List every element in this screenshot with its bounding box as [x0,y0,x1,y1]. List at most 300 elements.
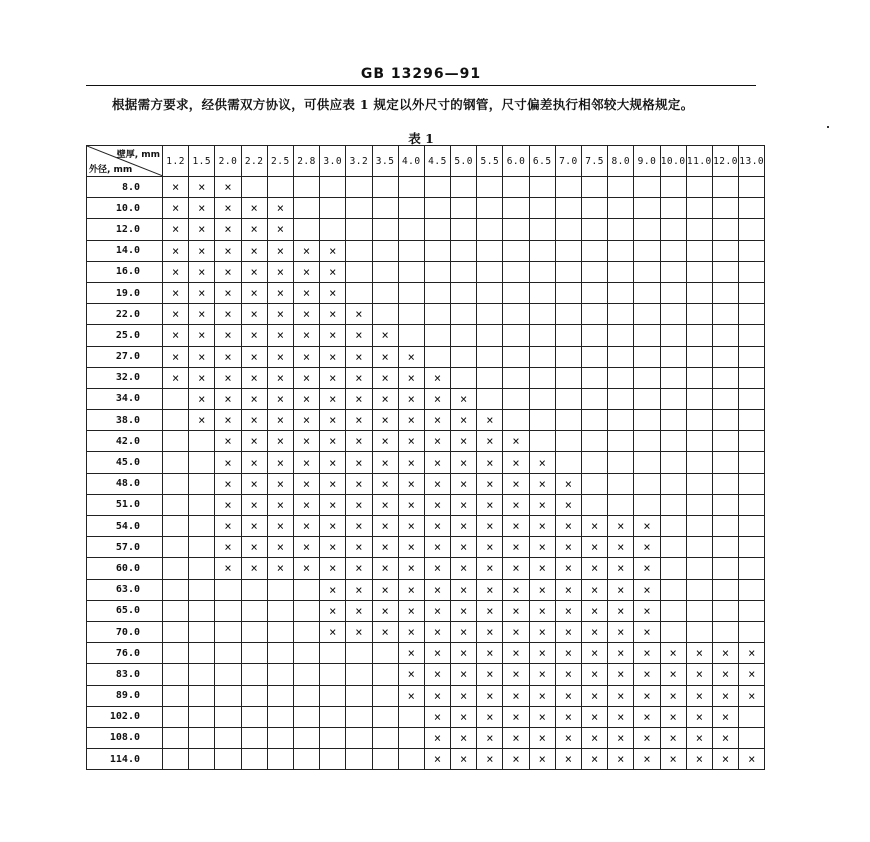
corner-label-outer-diameter: 外径, mm [89,165,133,175]
empty-cell [424,261,450,282]
table-row [87,198,765,219]
empty-cell [634,282,660,303]
empty-cell [293,177,319,198]
available-mark: × [398,643,424,664]
available-mark: × [477,643,503,664]
available-mark: × [241,261,267,282]
empty-cell [529,388,555,409]
empty-cell [555,452,581,473]
empty-cell [477,282,503,303]
available-mark: × [451,600,477,621]
available-mark: × [372,516,398,537]
available-mark: × [424,600,450,621]
empty-cell [189,473,215,494]
empty-cell [739,579,765,600]
available-mark: × [293,304,319,325]
table-row [87,664,765,685]
available-mark: × [503,600,529,621]
available-mark: × [529,749,555,770]
empty-cell [660,452,686,473]
empty-cell [686,410,712,431]
empty-cell [451,282,477,303]
empty-cell [163,452,189,473]
empty-cell [424,177,450,198]
empty-cell [739,431,765,452]
empty-cell [398,198,424,219]
empty-cell [241,727,267,748]
available-mark: × [555,600,581,621]
available-mark: × [503,706,529,727]
empty-cell [372,749,398,770]
available-mark: × [712,643,738,664]
available-mark: × [477,706,503,727]
empty-cell [529,282,555,303]
empty-cell [660,410,686,431]
available-mark: × [346,537,372,558]
available-mark: × [477,749,503,770]
empty-cell [739,494,765,515]
empty-cell [739,537,765,558]
empty-cell [372,261,398,282]
available-mark: × [503,749,529,770]
empty-cell [451,219,477,240]
available-mark: × [346,346,372,367]
available-mark: × [582,600,608,621]
available-mark: × [267,410,293,431]
available-mark: × [608,537,634,558]
table-row [87,452,765,473]
empty-cell [241,706,267,727]
available-mark: × [529,600,555,621]
empty-cell [372,643,398,664]
available-mark: × [555,685,581,706]
available-mark: × [686,706,712,727]
available-mark: × [451,579,477,600]
available-mark: × [215,240,241,261]
available-mark: × [293,325,319,346]
available-mark: × [163,261,189,282]
empty-cell [163,664,189,685]
empty-cell [660,304,686,325]
table-row [87,643,765,664]
empty-cell [398,706,424,727]
table-row [87,621,765,642]
empty-cell [686,304,712,325]
empty-cell [293,706,319,727]
empty-cell [398,240,424,261]
available-mark: × [320,494,346,515]
empty-cell [686,431,712,452]
empty-cell [372,177,398,198]
empty-cell [686,558,712,579]
empty-cell [686,473,712,494]
available-mark: × [215,325,241,346]
available-mark: × [739,643,765,664]
available-mark: × [503,473,529,494]
available-mark: × [424,410,450,431]
available-mark: × [451,473,477,494]
available-mark: × [503,558,529,579]
available-mark: × [477,537,503,558]
available-mark: × [398,664,424,685]
empty-cell [608,494,634,515]
table-row [87,325,765,346]
empty-cell [686,240,712,261]
empty-cell [215,643,241,664]
table-body [87,177,765,770]
available-mark: × [686,749,712,770]
available-mark: × [739,664,765,685]
table-row [87,261,765,282]
available-mark: × [686,664,712,685]
available-mark: × [451,727,477,748]
available-mark: × [660,706,686,727]
available-mark: × [712,727,738,748]
table-row [87,600,765,621]
available-mark: × [451,558,477,579]
available-mark: × [608,727,634,748]
empty-cell [555,219,581,240]
available-mark: × [163,367,189,388]
available-mark: × [555,516,581,537]
empty-cell [634,240,660,261]
empty-cell [686,177,712,198]
available-mark: × [424,558,450,579]
empty-cell [634,473,660,494]
available-mark: × [477,558,503,579]
outer-diameter-cell: 32.0 [87,367,163,388]
empty-cell [372,664,398,685]
available-mark: × [189,367,215,388]
scan-speck [827,126,829,128]
empty-cell [320,749,346,770]
available-mark: × [293,261,319,282]
available-mark: × [320,240,346,261]
empty-cell [424,282,450,303]
available-mark: × [372,452,398,473]
available-mark: × [293,473,319,494]
empty-cell [320,643,346,664]
available-mark: × [346,431,372,452]
available-mark: × [267,516,293,537]
empty-cell [608,325,634,346]
empty-cell [582,304,608,325]
empty-cell [529,325,555,346]
empty-cell [529,261,555,282]
empty-cell [477,388,503,409]
available-mark: × [346,579,372,600]
available-mark: × [477,664,503,685]
available-mark: × [634,749,660,770]
available-mark: × [372,410,398,431]
available-mark: × [477,516,503,537]
empty-cell [189,727,215,748]
available-mark: × [739,749,765,770]
outer-diameter-cell: 83.0 [87,664,163,685]
empty-cell [739,346,765,367]
table-row [87,346,765,367]
empty-cell [293,219,319,240]
available-mark: × [320,579,346,600]
available-mark: × [555,664,581,685]
empty-cell [555,304,581,325]
available-mark: × [293,494,319,515]
available-mark: × [320,600,346,621]
available-mark: × [372,346,398,367]
empty-cell [267,643,293,664]
available-mark: × [241,304,267,325]
empty-cell [320,219,346,240]
available-mark: × [346,473,372,494]
empty-cell [660,367,686,388]
empty-cell [660,473,686,494]
empty-cell [634,198,660,219]
empty-cell [320,198,346,219]
empty-cell [686,261,712,282]
thickness-header: 4.5 [424,146,450,177]
available-mark: × [634,664,660,685]
available-mark: × [398,537,424,558]
available-mark: × [267,431,293,452]
available-mark: × [503,727,529,748]
empty-cell [372,219,398,240]
empty-cell [320,664,346,685]
empty-cell [608,304,634,325]
empty-cell [163,685,189,706]
empty-cell [398,261,424,282]
empty-cell [582,494,608,515]
empty-cell [293,727,319,748]
empty-cell [739,516,765,537]
outer-diameter-cell: 14.0 [87,240,163,261]
available-mark: × [398,685,424,706]
available-mark: × [686,643,712,664]
available-mark: × [241,282,267,303]
empty-cell [660,219,686,240]
empty-cell [582,219,608,240]
empty-cell [503,367,529,388]
available-mark: × [215,177,241,198]
thickness-header: 7.5 [582,146,608,177]
empty-cell [267,621,293,642]
available-mark: × [346,558,372,579]
available-mark: × [241,473,267,494]
empty-cell [503,346,529,367]
available-mark: × [320,473,346,494]
outer-diameter-cell: 12.0 [87,219,163,240]
available-mark: × [293,346,319,367]
corner-label-thickness: 壁厚, mm [116,150,160,160]
available-mark: × [163,282,189,303]
table-row [87,304,765,325]
available-mark: × [293,240,319,261]
available-mark: × [424,664,450,685]
empty-cell [529,346,555,367]
empty-cell [739,198,765,219]
available-mark: × [424,706,450,727]
empty-cell [686,621,712,642]
available-mark: × [398,473,424,494]
available-mark: × [346,494,372,515]
available-mark: × [163,240,189,261]
available-mark: × [477,579,503,600]
empty-cell [634,367,660,388]
empty-cell [529,367,555,388]
empty-cell [739,600,765,621]
empty-cell [634,261,660,282]
empty-cell [241,664,267,685]
table-header-row [87,146,765,177]
available-mark: × [320,621,346,642]
empty-cell [608,410,634,431]
available-mark: × [582,621,608,642]
available-mark: × [398,388,424,409]
empty-cell [686,198,712,219]
available-mark: × [424,388,450,409]
empty-cell [372,706,398,727]
thickness-header: 7.0 [555,146,581,177]
empty-cell [215,600,241,621]
available-mark: × [451,388,477,409]
available-mark: × [241,219,267,240]
available-mark: × [398,431,424,452]
empty-cell [346,749,372,770]
empty-cell [424,198,450,219]
available-mark: × [346,600,372,621]
outer-diameter-cell: 48.0 [87,473,163,494]
available-mark: × [189,219,215,240]
empty-cell [241,685,267,706]
empty-cell [503,177,529,198]
empty-cell [739,452,765,473]
empty-cell [660,388,686,409]
empty-cell [660,177,686,198]
thickness-header: 3.2 [346,146,372,177]
available-mark: × [215,198,241,219]
table-row [87,558,765,579]
available-mark: × [372,600,398,621]
available-mark: × [241,558,267,579]
outer-diameter-cell: 57.0 [87,537,163,558]
empty-cell [163,558,189,579]
available-mark: × [634,685,660,706]
available-mark: × [215,304,241,325]
empty-cell [189,749,215,770]
empty-cell [686,346,712,367]
empty-cell [189,600,215,621]
available-mark: × [267,537,293,558]
empty-cell [660,431,686,452]
table-caption: 表 1 [408,131,434,146]
available-mark: × [477,685,503,706]
table-row [87,494,765,515]
empty-cell [555,325,581,346]
empty-cell [451,261,477,282]
empty-cell [712,537,738,558]
thickness-header: 1.5 [189,146,215,177]
empty-cell [712,325,738,346]
available-mark: × [424,727,450,748]
available-mark: × [267,198,293,219]
empty-cell [215,664,241,685]
empty-cell [712,494,738,515]
available-mark: × [477,473,503,494]
empty-cell [477,177,503,198]
empty-cell [241,579,267,600]
empty-cell [241,177,267,198]
empty-cell [686,282,712,303]
available-mark: × [293,537,319,558]
empty-cell [739,304,765,325]
available-mark: × [529,706,555,727]
available-mark: × [241,240,267,261]
empty-cell [660,198,686,219]
empty-cell [424,240,450,261]
empty-cell [372,282,398,303]
empty-cell [372,304,398,325]
empty-cell [529,240,555,261]
available-mark: × [267,240,293,261]
available-mark: × [241,388,267,409]
empty-cell [163,410,189,431]
outer-diameter-cell: 42.0 [87,431,163,452]
available-mark: × [215,558,241,579]
available-mark: × [634,579,660,600]
empty-cell [739,621,765,642]
empty-cell [503,198,529,219]
available-mark: × [608,516,634,537]
table-row [87,177,765,198]
available-mark: × [267,346,293,367]
empty-cell [529,177,555,198]
outer-diameter-cell: 38.0 [87,410,163,431]
empty-cell [451,367,477,388]
available-mark: × [372,367,398,388]
available-mark: × [529,664,555,685]
available-mark: × [555,749,581,770]
available-mark: × [320,325,346,346]
available-mark: × [608,600,634,621]
available-mark: × [398,494,424,515]
available-mark: × [241,494,267,515]
empty-cell [372,727,398,748]
empty-cell [398,749,424,770]
available-mark: × [189,282,215,303]
empty-cell [424,346,450,367]
outer-diameter-cell: 54.0 [87,516,163,537]
available-mark: × [293,388,319,409]
available-mark: × [555,473,581,494]
available-mark: × [529,473,555,494]
empty-cell [451,304,477,325]
available-mark: × [293,367,319,388]
empty-cell [293,579,319,600]
outer-diameter-cell: 89.0 [87,685,163,706]
empty-cell [477,219,503,240]
available-mark: × [215,410,241,431]
empty-cell [555,177,581,198]
empty-cell [634,325,660,346]
empty-cell [634,177,660,198]
empty-cell [634,304,660,325]
empty-cell [712,621,738,642]
empty-cell [634,452,660,473]
empty-cell [163,537,189,558]
empty-cell [346,219,372,240]
available-mark: × [189,410,215,431]
available-mark: × [215,388,241,409]
empty-cell [451,177,477,198]
